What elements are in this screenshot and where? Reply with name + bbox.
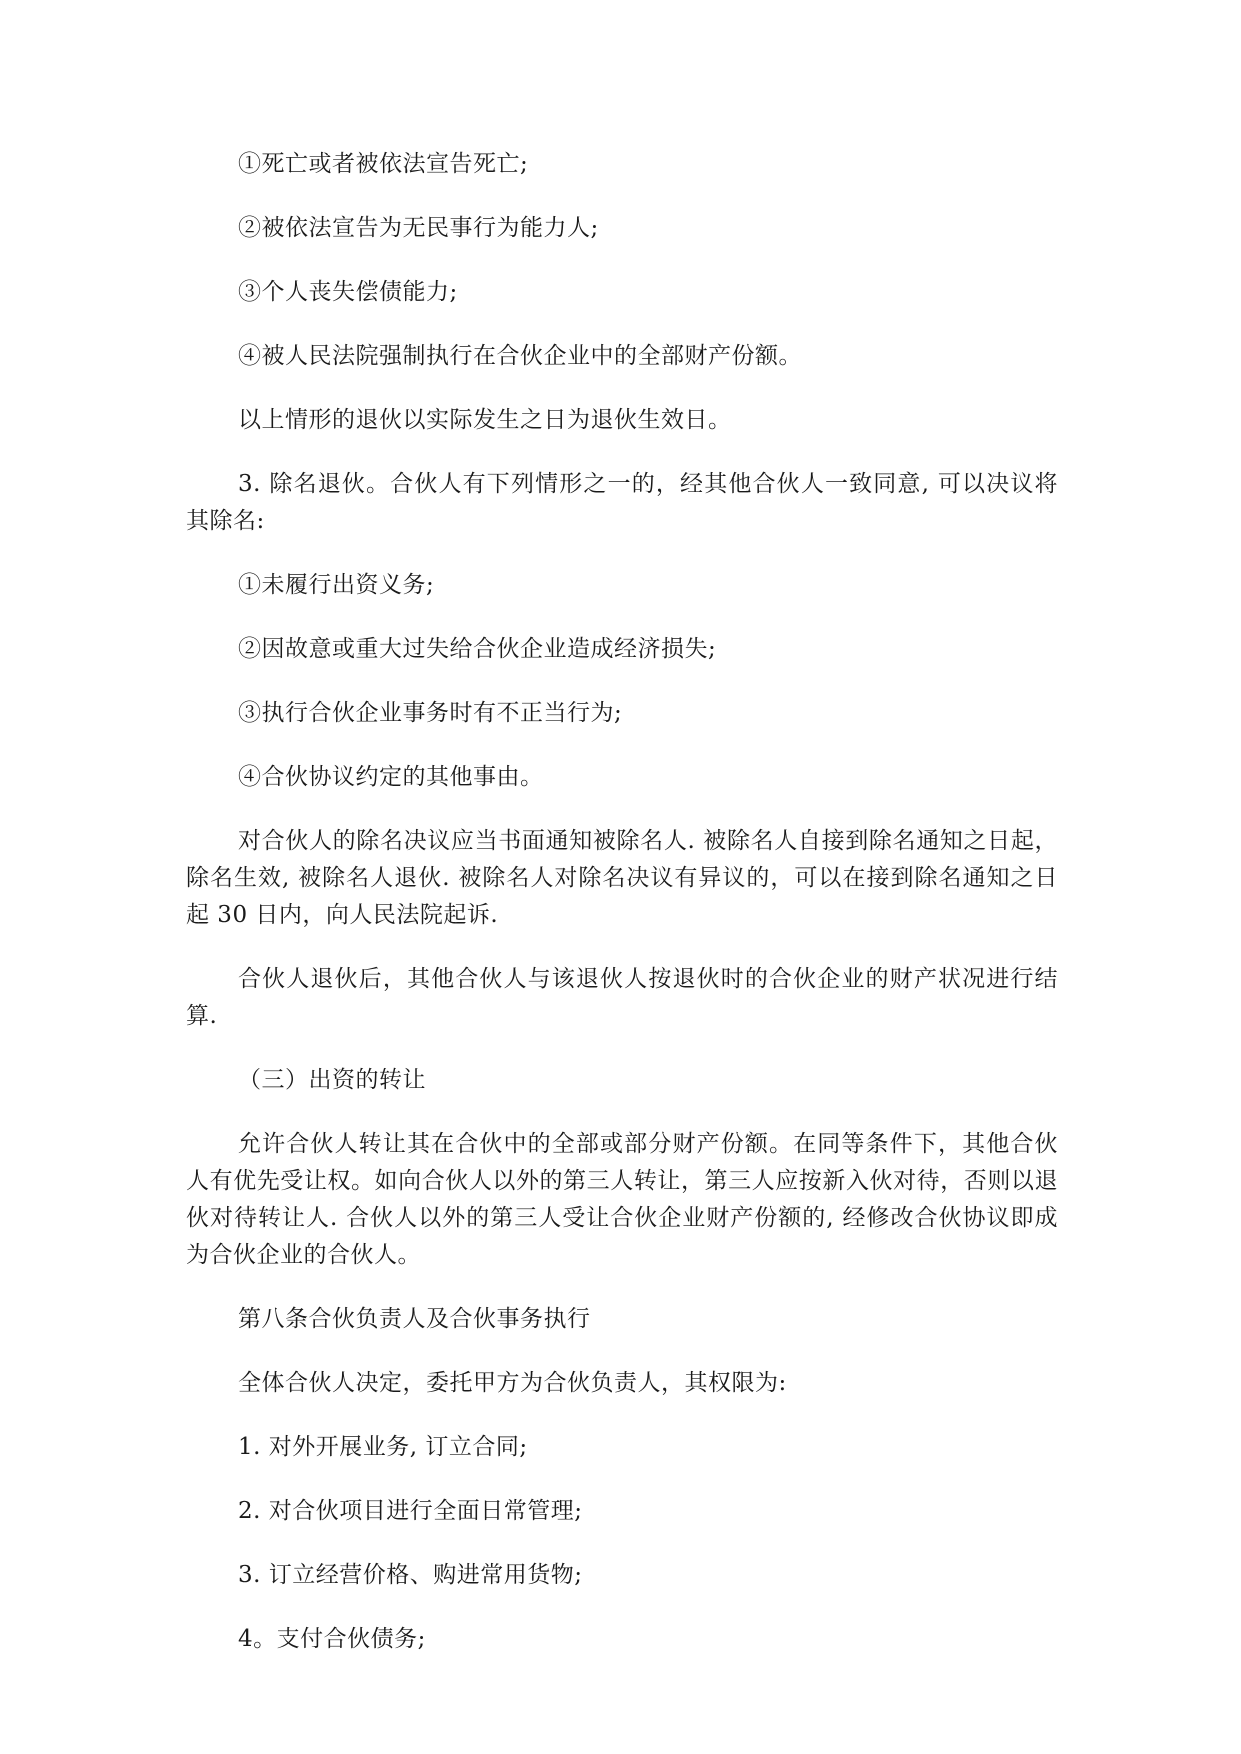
- section-heading: （三）出资的转让: [238, 1067, 426, 1093]
- list-item-2: 2. 对合伙项目进行全面日常管理;: [238, 1498, 583, 1524]
- paragraph-4: ④被人民法院强制执行在合伙企业中的全部财产份额。: [238, 343, 802, 369]
- list-item-1: 1. 对外开展业务, 订立合同;: [238, 1434, 528, 1460]
- document-body: [186, 146, 1058, 1685]
- paragraph-7: ①未履行出资义务;: [238, 572, 435, 598]
- article-heading: 第八条合伙负责人及合伙事务执行: [238, 1306, 591, 1332]
- paragraph-10: ④合伙协议约定的其他事由。: [238, 764, 544, 790]
- paragraph-9: ③执行合伙企业事务时有不正当行为;: [238, 700, 623, 726]
- paragraph-1: ①死亡或者被依法宣告死亡;: [238, 151, 529, 177]
- paragraph-3: ③个人丧失偿债能力;: [238, 279, 458, 305]
- paragraph-8: ②因故意或重大过失给合伙企业造成经济损失;: [238, 636, 717, 662]
- paragraph-5: 以上情形的退伙以实际发生之日为退伙生效日。: [238, 407, 732, 433]
- list-item-3: 3. 订立经营价格、购进常用货物;: [238, 1562, 583, 1588]
- paragraph-12: 合伙人退伙后，其他合伙人与该退伙人按退伙时的合伙企业的财产状况进行结算.: [186, 966, 1058, 1029]
- paragraph-11: 对合伙人的除名决议应当书面通知被除名人. 被除名人自接到除名通知之日起，除名生效, 被除名人退伙. 被除名人对除名决议有异议的，可以在接到除名通知之日起 30 日内，向人民法院起诉.: [186, 828, 1058, 928]
- paragraph-14: 允许合伙人转让其在合伙中的全部或部分财产份额。在同等条件下，其他合伙人有优先受让权。如向合伙人以外的第三人转让，第三人应按新入伙对待，否则以退伙对待转让人. 合伙人以外的第三人受让合伙企业财产份额的, 经修改合伙协议即成为合伙企业的合伙人。: [186, 1131, 1058, 1268]
- list-item-4: 4。支付合伙债务;: [238, 1626, 426, 1652]
- paragraph-2: ②被依法宣告为无民事行为能力人;: [238, 215, 599, 241]
- paragraph-6: 3. 除名退伙。合伙人有下列情形之一的，经其他合伙人一致同意, 可以决议将其除名:: [186, 471, 1058, 534]
- paragraph-16: 全体合伙人决定，委托甲方为合伙负责人，其权限为:: [238, 1370, 787, 1396]
